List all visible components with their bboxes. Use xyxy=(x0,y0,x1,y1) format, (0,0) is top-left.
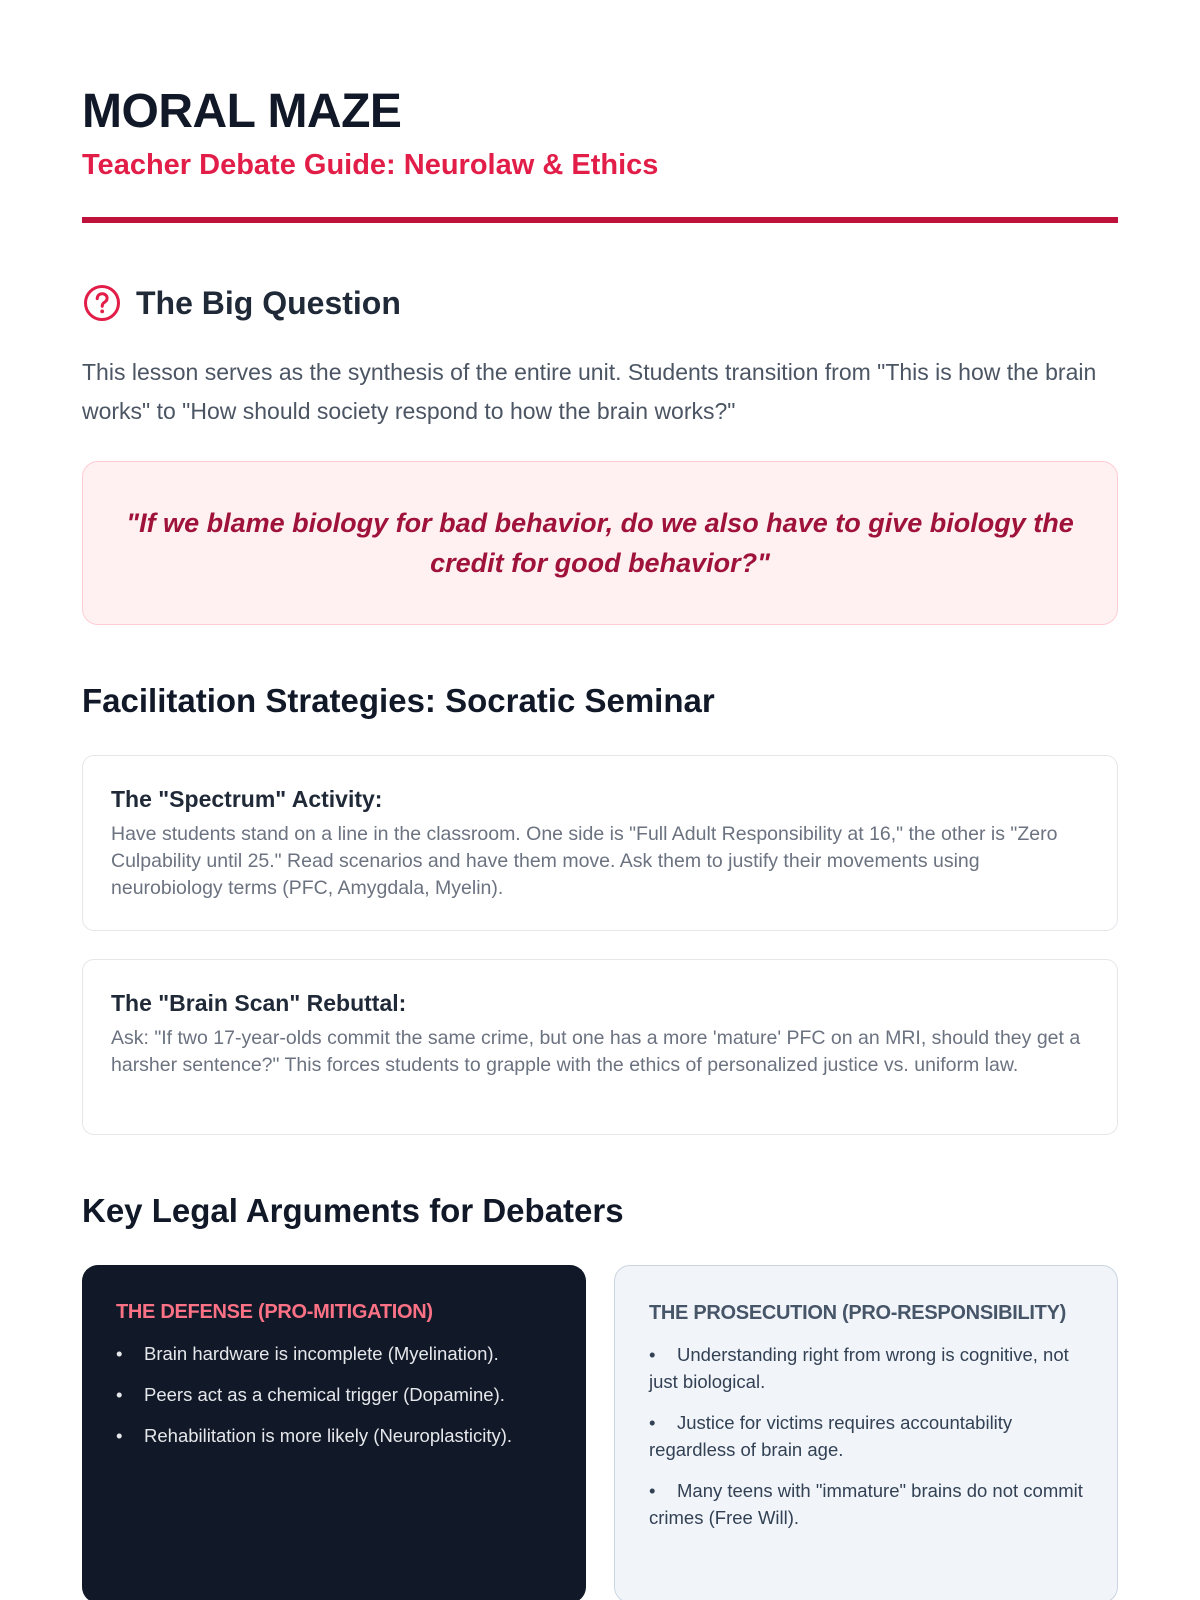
strategy-card-spectrum xyxy=(82,755,1118,931)
legal-arguments-heading: Key Legal Arguments for Debaters xyxy=(82,1192,624,1229)
list-item xyxy=(649,1341,1083,1395)
page-subtitle: Teacher Debate Guide: Neurolaw & Ethics xyxy=(82,149,659,181)
list-item-text: Many teens with "immature" brains do not commit crimes (Free Will). xyxy=(649,1480,1083,1528)
quote-callout xyxy=(82,461,1118,625)
bullet-icon: • xyxy=(649,1480,656,1501)
list-item xyxy=(116,1340,552,1367)
list-item-text: Brain hardware is incomplete (Myelination). xyxy=(144,1343,499,1364)
strategy-card-brain-scan xyxy=(82,959,1118,1135)
intro-paragraph: This lesson serves as the synthesis of the entire unit. Students transition from "This is how the brain works" to "How should society respond to how the brain works?" xyxy=(82,359,1097,424)
list-item-text: Understanding right from wrong is cognitive, not just biological. xyxy=(649,1344,1069,1392)
bullet-icon: • xyxy=(116,1425,123,1446)
list-item-text: Rehabilitation is more likely (Neuroplasticity). xyxy=(144,1425,513,1446)
big-question-heading: The Big Question xyxy=(136,285,401,321)
list-item-text: Peers act as a chemical trigger (Dopamine). xyxy=(144,1384,505,1405)
question-circle-icon xyxy=(82,283,122,323)
prosecution-panel xyxy=(614,1265,1118,1600)
quote-text: "If we blame biology for bad behavior, do we also have to give biology the credit for good behavior?" xyxy=(126,508,1074,578)
list-item xyxy=(649,1409,1083,1463)
facilitation-heading: Facilitation Strategies: Socratic Seminar xyxy=(82,682,715,719)
prosecution-list xyxy=(649,1341,1083,1531)
big-question-header xyxy=(82,281,1118,325)
arguments-grid xyxy=(82,1265,1118,1600)
page-title: MORAL MAZE xyxy=(82,85,402,138)
list-item xyxy=(116,1422,552,1449)
bullet-icon: • xyxy=(116,1343,123,1364)
prosecution-title: THE PROSECUTION (PRO-RESPONSIBILITY) xyxy=(649,1302,1067,1324)
strategy-card-title: The "Spectrum" Activity: xyxy=(111,786,383,812)
list-item xyxy=(649,1477,1083,1531)
defense-panel xyxy=(82,1265,586,1600)
defense-title: THE DEFENSE (PRO-MITIGATION) xyxy=(116,1301,433,1323)
list-item-text: Justice for victims requires accountability regardless of brain age. xyxy=(649,1412,1013,1460)
bullet-icon: • xyxy=(649,1344,656,1365)
header-divider xyxy=(82,217,1118,223)
bullet-icon: • xyxy=(649,1412,656,1433)
bullet-icon: • xyxy=(116,1384,123,1405)
strategy-card-title: The "Brain Scan" Rebuttal: xyxy=(111,990,407,1016)
strategy-card-body: Ask: "If two 17-year-olds commit the same crime, but one has a more 'mature' PFC on an MRI, should they get a harsher sentence?" This forces students to grapple with the ethics of personalized justice vs. uniform law. xyxy=(111,1027,1081,1076)
list-item xyxy=(116,1381,552,1408)
defense-list xyxy=(116,1340,552,1449)
strategy-card-body: Have students stand on a line in the classroom. One side is "Full Adult Responsibility at 16," the other is "Zero Culpability until 25." Read scenarios and have them move. Ask them to justify their movements using neurobiology terms (PFC, Amygdala, Myelin). xyxy=(111,823,1058,899)
